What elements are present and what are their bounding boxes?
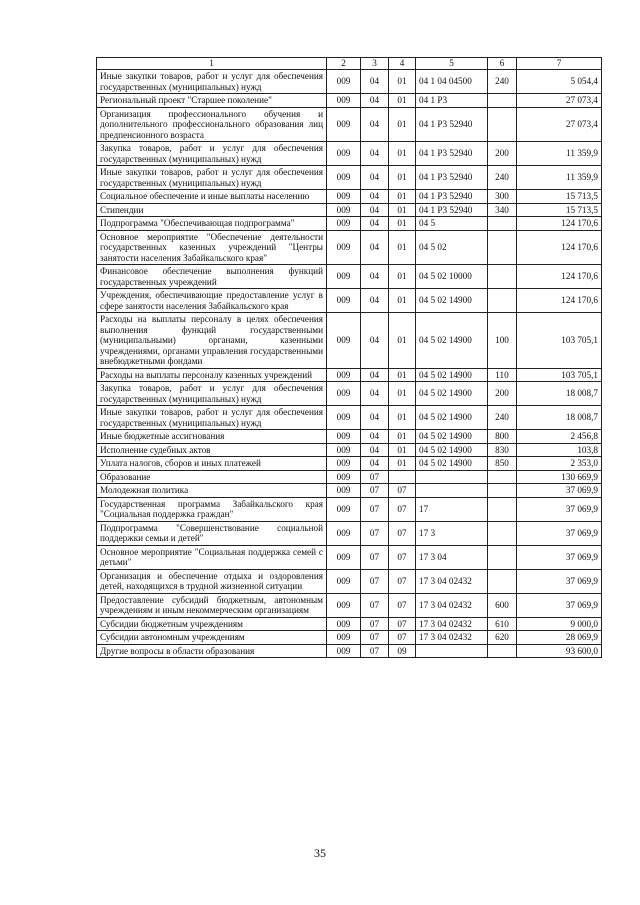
table-row [97,166,602,190]
subsection-code-cell: 01 [389,107,416,142]
target-article-code-cell: 17 3 04 02432 [416,631,488,645]
table-row [97,107,602,142]
ministry-code-cell: 009 [327,631,361,645]
amount-cell: 15 713,5 [517,203,602,217]
ministry-code-cell: 009 [327,217,361,231]
item-name-cell: Региональный проект "Старшее поколение" [97,94,327,108]
target-article-code-cell: 04 5 02 14900 [416,443,488,457]
table-body [97,70,602,658]
item-name-cell: Образование [97,470,327,484]
expense-type-code-cell: 850 [488,457,517,471]
subsection-code-cell: 01 [389,142,416,166]
table-row [97,289,602,313]
ministry-code-cell: 009 [327,593,361,617]
amount-cell: 18 008,7 [517,382,602,406]
expense-type-code-cell: 240 [488,70,517,94]
table-row [97,617,602,631]
expense-type-code-cell: 100 [488,313,517,369]
subsection-code-cell: 01 [389,265,416,289]
item-name-cell: Уплата налогов, сборов и иных платежей [97,457,327,471]
expense-type-code-cell [488,569,517,593]
expense-type-code-cell: 830 [488,443,517,457]
item-name-cell: Стипендии [97,203,327,217]
table-row [97,470,602,484]
section-code-cell: 07 [361,644,389,658]
section-code-cell: 04 [361,313,389,369]
amount-cell: 27 073,4 [517,107,602,142]
ministry-code-cell: 009 [327,107,361,142]
expense-type-code-cell [488,497,517,521]
subsection-code-cell: 07 [389,545,416,569]
amount-cell: 103 705,1 [517,368,602,382]
expense-type-code-cell: 620 [488,631,517,645]
target-article-code-cell [416,484,488,498]
expense-type-code-cell [488,545,517,569]
table-row [97,430,602,444]
amount-cell: 2 456,8 [517,430,602,444]
subsection-code-cell: 01 [389,368,416,382]
item-name-cell: Основное мероприятие "Обеспечение деятельности государственных казенных учреждений "Центры занятости населения Забайкальского края" [97,230,327,265]
item-name-cell: Социальное обеспечение и иные выплаты населению [97,190,327,204]
expense-type-code-cell [488,107,517,142]
subsection-code-cell: 01 [389,217,416,231]
amount-cell: 5 054,4 [517,70,602,94]
document-page [96,57,601,658]
subsection-code-cell: 01 [389,289,416,313]
subsection-code-cell: 07 [389,617,416,631]
subsection-code-cell: 01 [389,94,416,108]
amount-cell: 37 069,9 [517,497,602,521]
item-name-cell: Закупка товаров, работ и услуг для обеспечения государственных (муниципальных) нужд [97,142,327,166]
amount-cell: 93 600,0 [517,644,602,658]
item-name-cell: Учреждения, обеспечивающие предоставление услуг в сфере занятости населения Забайкальского края [97,289,327,313]
target-article-code-cell: 04 5 02 14900 [416,430,488,444]
amount-cell: 15 713,5 [517,190,602,204]
budget-table [96,57,602,658]
table-row [97,190,602,204]
target-article-code-cell: 04 5 02 10000 [416,265,488,289]
amount-cell: 124 170,6 [517,289,602,313]
section-code-cell: 07 [361,617,389,631]
table-row [97,313,602,369]
target-article-code-cell: 17 3 [416,521,488,545]
expense-type-code-cell: 340 [488,203,517,217]
target-article-code-cell: 17 [416,497,488,521]
section-code-cell: 04 [361,382,389,406]
section-code-cell: 04 [361,217,389,231]
column-header: 2 [327,58,361,70]
target-article-code-cell: 04 5 02 14900 [416,368,488,382]
item-name-cell: Подпрограмма "Совершенствование социальной поддержки семьи и детей" [97,521,327,545]
target-article-code-cell: 17 3 04 02432 [416,617,488,631]
section-code-cell: 07 [361,631,389,645]
item-name-cell: Иные бюджетные ассигнования [97,430,327,444]
subsection-code-cell: 01 [389,203,416,217]
section-code-cell: 07 [361,484,389,498]
item-name-cell: Финансовое обеспечение выполнения функций государственных учреждений [97,265,327,289]
item-name-cell: Предоставление субсидий бюджетным, автономным учреждениям и иным некоммерческим организациям [97,593,327,617]
target-article-code-cell [416,644,488,658]
table-row [97,569,602,593]
item-name-cell: Иные закупки товаров, работ и услуг для обеспечения государственных (муниципальных) нужд [97,70,327,94]
table-row [97,631,602,645]
amount-cell: 103,8 [517,443,602,457]
ministry-code-cell: 009 [327,521,361,545]
expense-type-code-cell [488,217,517,231]
target-article-code-cell: 17 3 04 [416,545,488,569]
ministry-code-cell: 009 [327,203,361,217]
column-header: 3 [361,58,389,70]
section-code-cell: 04 [361,203,389,217]
ministry-code-cell: 009 [327,470,361,484]
subsection-code-cell: 01 [389,313,416,369]
subsection-code-cell: 01 [389,430,416,444]
subsection-code-cell: 01 [389,382,416,406]
table-row [97,368,602,382]
amount-cell: 130 669,9 [517,470,602,484]
section-code-cell: 04 [361,406,389,430]
subsection-code-cell: 01 [389,230,416,265]
section-code-cell: 07 [361,569,389,593]
ministry-code-cell: 009 [327,368,361,382]
table-row [97,94,602,108]
target-article-code-cell: 04 5 02 14900 [416,313,488,369]
amount-cell: 18 008,7 [517,406,602,430]
section-code-cell: 04 [361,190,389,204]
table-row [97,70,602,94]
page-number: 35 [314,846,326,860]
section-code-cell: 04 [361,166,389,190]
column-header: 1 [97,58,327,70]
section-code-cell: 04 [361,107,389,142]
ministry-code-cell: 009 [327,94,361,108]
subsection-code-cell: 07 [389,521,416,545]
section-code-cell: 04 [361,430,389,444]
item-name-cell: Подпрограмма "Обеспечивающая подпрограмма" [97,217,327,231]
ministry-code-cell: 009 [327,430,361,444]
section-code-cell: 04 [361,230,389,265]
column-header: 7 [517,58,602,70]
ministry-code-cell: 009 [327,644,361,658]
amount-cell: 9 000,0 [517,617,602,631]
subsection-code-cell: 01 [389,70,416,94]
item-name-cell: Организация профессионального обучения и дополнительного профессионального образования лиц предпенсионного возраста [97,107,327,142]
amount-cell: 11 359,9 [517,166,602,190]
ministry-code-cell: 009 [327,406,361,430]
target-article-code-cell: 04 1 Р3 52940 [416,203,488,217]
subsection-code-cell: 09 [389,644,416,658]
ministry-code-cell: 009 [327,70,361,94]
section-code-cell: 04 [361,289,389,313]
amount-cell: 28 069,9 [517,631,602,645]
expense-type-code-cell: 300 [488,190,517,204]
amount-cell: 103 705,1 [517,313,602,369]
item-name-cell: Расходы на выплаты персоналу казенных учреждений [97,368,327,382]
item-name-cell: Расходы на выплаты персоналу в целях обеспечения выполнения функций государственными (муниципальными) органами, казенными учреждениями, органами управления государственными внебюджетными фондами [97,313,327,369]
ministry-code-cell: 009 [327,382,361,406]
table-row [97,457,602,471]
expense-type-code-cell [488,265,517,289]
amount-cell: 37 069,9 [517,593,602,617]
item-name-cell: Государственная программа Забайкальского края "Социальная поддержка граждан" [97,497,327,521]
target-article-code-cell: 04 5 02 14900 [416,406,488,430]
target-article-code-cell: 04 1 Р3 52940 [416,166,488,190]
target-article-code-cell: 04 5 02 14900 [416,382,488,406]
expense-type-code-cell [488,484,517,498]
target-article-code-cell: 04 5 02 [416,230,488,265]
item-name-cell: Закупка товаров, работ и услуг для обеспечения государственных (муниципальных) нужд [97,382,327,406]
expense-type-code-cell [488,230,517,265]
expense-type-code-cell: 800 [488,430,517,444]
ministry-code-cell: 009 [327,230,361,265]
target-article-code-cell: 04 1 Р3 52940 [416,190,488,204]
header-row [97,58,602,70]
amount-cell: 2 353,0 [517,457,602,471]
amount-cell: 27 073,4 [517,94,602,108]
target-article-code-cell: 17 3 04 02432 [416,569,488,593]
expense-type-code-cell: 600 [488,593,517,617]
expense-type-code-cell [488,521,517,545]
column-header: 6 [488,58,517,70]
item-name-cell: Основное мероприятие "Социальная поддержка семей с детьми" [97,545,327,569]
expense-type-code-cell: 200 [488,142,517,166]
amount-cell: 37 069,9 [517,484,602,498]
section-code-cell: 04 [361,142,389,166]
table-row [97,265,602,289]
item-name-cell: Иные закупки товаров, работ и услуг для обеспечения государственных (муниципальных) нужд [97,166,327,190]
table-row [97,593,602,617]
amount-cell: 124 170,6 [517,230,602,265]
amount-cell: 37 069,9 [517,545,602,569]
target-article-code-cell: 04 5 [416,217,488,231]
expense-type-code-cell: 240 [488,166,517,190]
target-article-code-cell: 04 5 02 14900 [416,289,488,313]
table-row [97,521,602,545]
item-name-cell: Молодежная политика [97,484,327,498]
table-row [97,406,602,430]
section-code-cell: 07 [361,497,389,521]
section-code-cell: 04 [361,94,389,108]
table-row [97,217,602,231]
ministry-code-cell: 009 [327,545,361,569]
amount-cell: 11 359,9 [517,142,602,166]
ministry-code-cell: 009 [327,265,361,289]
target-article-code-cell: 04 5 02 14900 [416,457,488,471]
section-code-cell: 04 [361,368,389,382]
column-header: 5 [416,58,488,70]
expense-type-code-cell [488,94,517,108]
ministry-code-cell: 009 [327,166,361,190]
ministry-code-cell: 009 [327,484,361,498]
section-code-cell: 04 [361,443,389,457]
target-article-code-cell: 17 3 04 02432 [416,593,488,617]
ministry-code-cell: 009 [327,190,361,204]
section-code-cell: 07 [361,545,389,569]
column-header: 4 [389,58,416,70]
subsection-code-cell [389,470,416,484]
expense-type-code-cell [488,289,517,313]
amount-cell: 124 170,6 [517,265,602,289]
table-row [97,382,602,406]
section-code-cell: 04 [361,457,389,471]
amount-cell: 124 170,6 [517,217,602,231]
target-article-code-cell: 04 1 Р3 52940 [416,142,488,166]
ministry-code-cell: 009 [327,313,361,369]
subsection-code-cell: 01 [389,406,416,430]
ministry-code-cell: 009 [327,617,361,631]
table-row [97,484,602,498]
item-name-cell: Организация и обеспечение отдыха и оздоровления детей, находящихся в трудной жизненной ситуации [97,569,327,593]
expense-type-code-cell: 610 [488,617,517,631]
item-name-cell: Иные закупки товаров, работ и услуг для обеспечения государственных (муниципальных) нужд [97,406,327,430]
section-code-cell: 04 [361,265,389,289]
amount-cell: 37 069,9 [517,521,602,545]
item-name-cell: Исполнение судебных актов [97,443,327,457]
amount-cell: 37 069,9 [517,569,602,593]
table-row [97,497,602,521]
subsection-code-cell: 01 [389,457,416,471]
subsection-code-cell: 07 [389,593,416,617]
section-code-cell: 07 [361,521,389,545]
expense-type-code-cell: 110 [488,368,517,382]
subsection-code-cell: 01 [389,190,416,204]
subsection-code-cell: 07 [389,484,416,498]
section-code-cell: 07 [361,593,389,617]
ministry-code-cell: 009 [327,457,361,471]
table-row [97,644,602,658]
expense-type-code-cell: 200 [488,382,517,406]
table-row [97,142,602,166]
item-name-cell: Субсидии бюджетным учреждениям [97,617,327,631]
subsection-code-cell: 01 [389,443,416,457]
expense-type-code-cell [488,644,517,658]
item-name-cell: Субсидии автономным учреждениям [97,631,327,645]
table-row [97,443,602,457]
expense-type-code-cell [488,470,517,484]
ministry-code-cell: 009 [327,443,361,457]
ministry-code-cell: 009 [327,289,361,313]
target-article-code-cell: 04 1 04 04500 [416,70,488,94]
table-row [97,203,602,217]
ministry-code-cell: 009 [327,497,361,521]
item-name-cell: Другие вопросы в области образования [97,644,327,658]
subsection-code-cell: 07 [389,569,416,593]
target-article-code-cell [416,470,488,484]
subsection-code-cell: 01 [389,166,416,190]
table-row [97,230,602,265]
section-code-cell: 07 [361,470,389,484]
ministry-code-cell: 009 [327,569,361,593]
table-row [97,545,602,569]
expense-type-code-cell: 240 [488,406,517,430]
target-article-code-cell: 04 1 Р3 52940 [416,107,488,142]
subsection-code-cell: 07 [389,497,416,521]
subsection-code-cell: 07 [389,631,416,645]
target-article-code-cell: 04 1 Р3 [416,94,488,108]
section-code-cell: 04 [361,70,389,94]
ministry-code-cell: 009 [327,142,361,166]
